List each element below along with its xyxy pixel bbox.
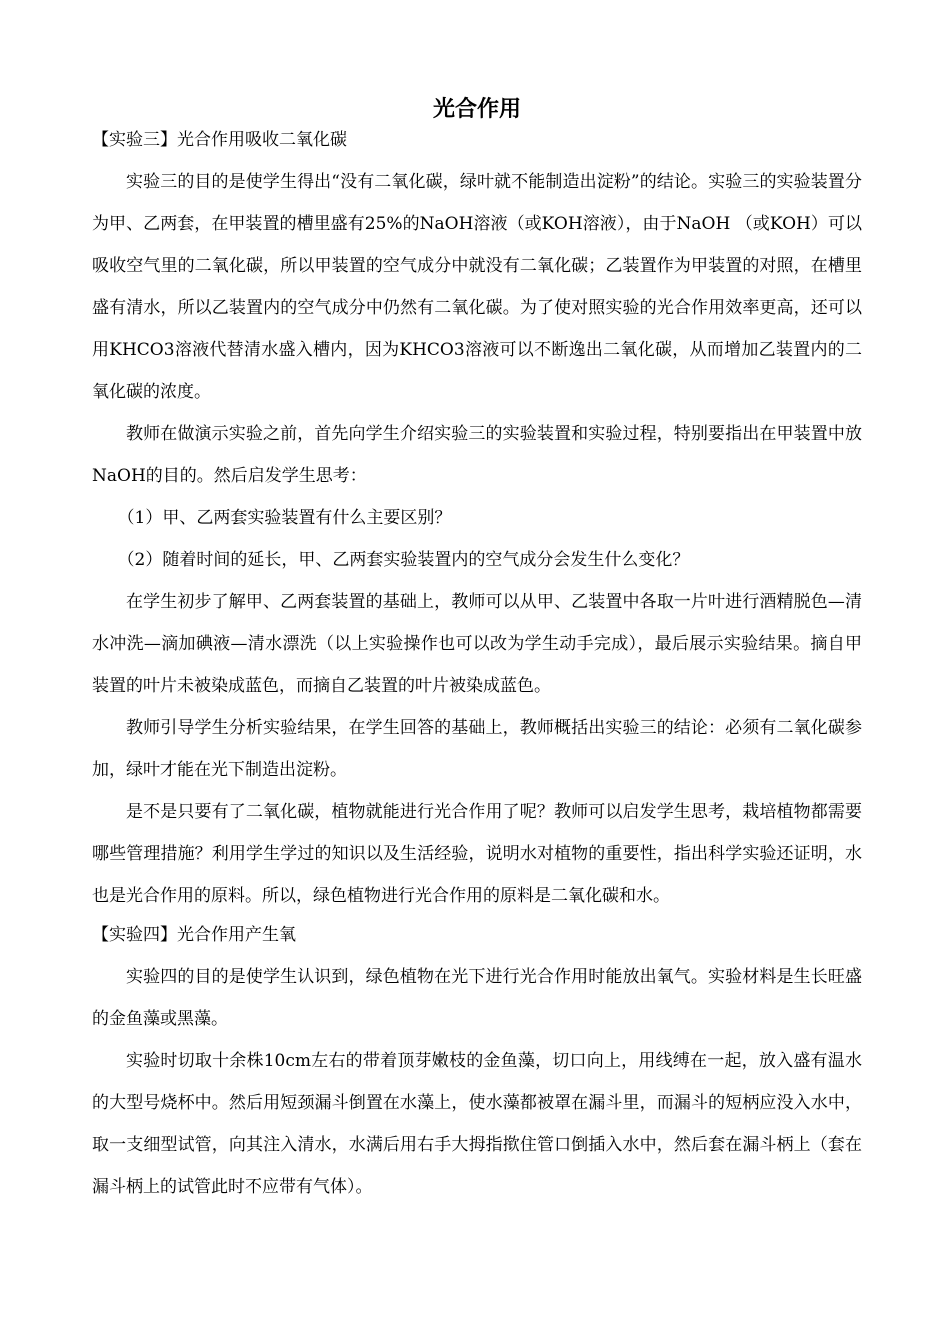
section-heading-experiment-4: 【实验四】光合作用产生氧 <box>92 925 296 945</box>
page-title: 光合作用 <box>432 97 521 122</box>
paragraph: 是不是只要有了二氧化碳，植物就能进行光合作用了呢？教师可以启发学生思考，栽培植物都需要哪些管理措施？利用学生学过的知识以及生活经验，说明水对植物的重要性，指出科学实验还证明，水也是光合作用的原料。所以，绿色植物进行光合作用的原料是二氧化碳和水。 <box>92 802 862 906</box>
section-experiment-3 <box>92 128 862 917</box>
document-page <box>92 92 862 1208</box>
paragraph: 教师引导学生分析实验结果，在学生回答的基础上，教师概括出实验三的结论：必须有二氧化碳参加，绿叶才能在光下制造出淀粉。 <box>92 718 862 780</box>
section-heading-experiment-3: 【实验三】光合作用吸收二氧化碳 <box>92 130 347 150</box>
paragraph: 在学生初步了解甲、乙两套装置的基础上，教师可以从甲、乙装置中各取一片叶进行酒精脱色—清水冲洗—滴加碘液—清水漂洗（以上实验操作也可以改为学生动手完成），最后展示实验结果。摘自甲装置的叶片未被染成蓝色，而摘自乙装置的叶片被染成蓝色。 <box>92 592 862 696</box>
question-item: （1）甲、乙两套实验装置有什么主要区别？ <box>117 508 452 528</box>
paragraph: 教师在做演示实验之前，首先向学生介绍实验三的实验装置和实验过程，特别要指出在甲装置中放NaOH的目的。然后启发学生思考： <box>92 424 862 486</box>
question-item: （2）随着时间的延长，甲、乙两套实验装置内的空气成分会发生什么变化？ <box>117 550 690 570</box>
paragraph: 实验时切取十余株10cm左右的带着顶芽嫩枝的金鱼藻，切口向上，用线缚在一起，放入盛有温水的大型号烧杯中。然后用短颈漏斗倒置在水藻上，使水藻都被罩在漏斗里，而漏斗的短柄应没入水中，取一支细型试管，向其注入清水，水满后用右手大拇指揿住管口倒插入水中，然后套在漏斗柄上（套在漏斗柄上的试管此时不应带有气体）。 <box>92 1051 862 1197</box>
paragraph: 实验四的目的是使学生认识到，绿色植物在光下进行光合作用时能放出氧气。实验材料是生长旺盛的金鱼藻或黑藻。 <box>92 967 862 1029</box>
section-experiment-4 <box>92 923 862 1208</box>
paragraph: 实验三的目的是使学生得出“没有二氧化碳，绿叶就不能制造出淀粉”的结论。实验三的实验装置分为甲、乙两套，在甲装置的槽里盛有25%的NaOH溶液（或KOH溶液），由于NaOH （或KOH）可以吸收空气里的二氧化碳，所以甲装置的空气成分中就没有二氧化碳；乙装置作为甲装置的对照，在槽里盛有清水，所以乙装置内的空气成分中仍然有二氧化碳。为了使对照实验的光合作用效率更高，还可以用KHCO3溶液代替清水盛入槽内，因为KHCO3溶液可以不断逸出二氧化碳，从而增加乙装置内的二氧化碳的浓度。 <box>92 172 862 402</box>
